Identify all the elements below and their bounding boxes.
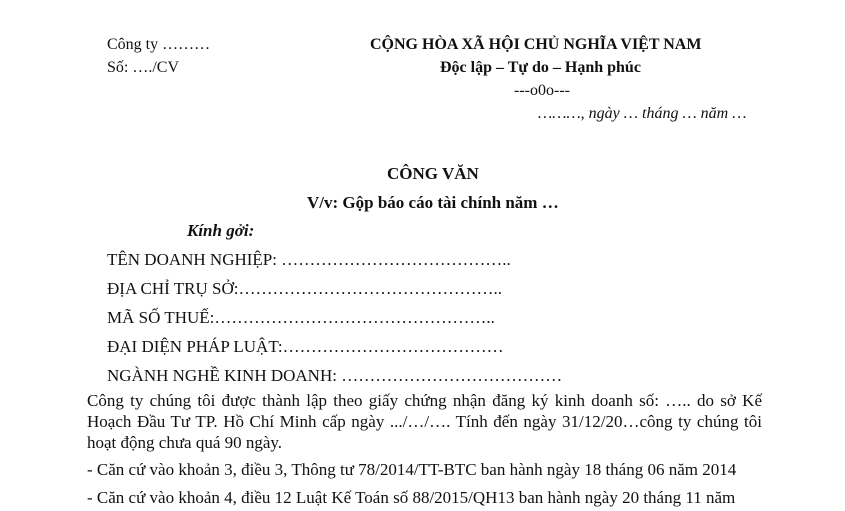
national-motto: Độc lập – Tự do – Hạnh phúc [440,59,641,76]
document-subject: V/v: Gộp báo cáo tài chính năm … [307,193,559,212]
date-line: ………, ngày … tháng … năm … [538,105,747,122]
field-tax-code: MÃ SỐ THUẾ:………………………………………….. [107,308,495,327]
document-title: CÔNG VĂN [387,164,479,183]
header-separator: ---o0o--- [514,82,570,99]
field-company-name: TÊN DOANH NGHIỆP: ………………………………….. [107,250,511,269]
national-title: CỘNG HÒA XÃ HỘI CHỦ NGHĨA VIỆT NAM [370,36,702,53]
field-business-lines: NGÀNH NGHỀ KINH DOANH: ………………………………… [107,366,563,385]
legal-basis-1: - Căn cứ vào khoản 3, điều 3, Thông tư 78/2014/TT-BTC ban hành ngày 18 tháng 06 năm 2014 [87,460,737,479]
document-number: Số: …./CV [107,59,180,76]
greeting: Kính gởi: [187,221,255,240]
company-name: Công ty ……… [107,36,211,53]
field-legal-representative: ĐẠI DIỆN PHÁP LUẬT:………………………………… [107,337,504,356]
body-intro-paragraph: Công ty chúng tôi được thành lập theo giấy chứng nhận đăng ký kinh doanh số: ….. do sở Kế Hoạch Đầu Tư TP. Hồ Chí Minh cấp ngày .../…/…. Tính đến ngày 31/12/20…công ty chúng tôi hoạt động chưa quá 90 ngày. [87,391,762,452]
field-head-office: ĐỊA CHỈ TRỤ SỞ:……………………………………….. [107,279,502,298]
legal-basis-2: - Căn cứ vào khoản 4, điều 12 Luật Kế Toán số 88/2015/QH13 ban hành ngày 20 tháng 11 năm [87,488,736,507]
